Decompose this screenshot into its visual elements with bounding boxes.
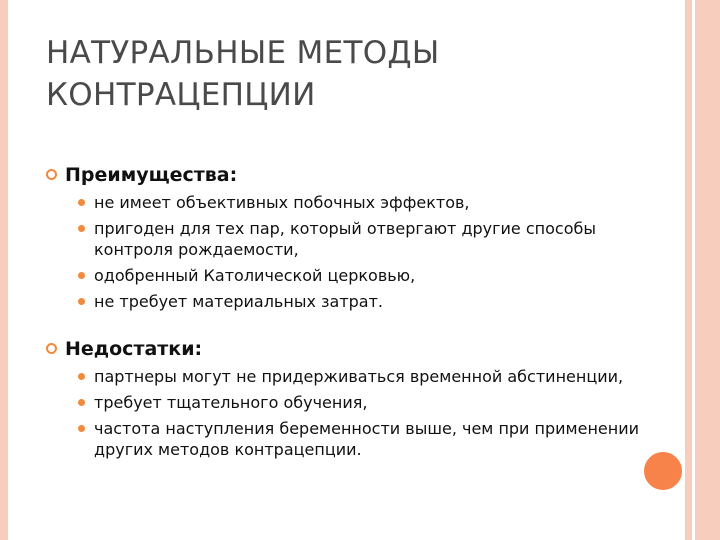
list-item-text: партнеры могут не придерживаться временной абстиненции, bbox=[94, 367, 624, 386]
list-item-text: частота наступления беременности выше, чем при применении других методов контрацепции. bbox=[94, 419, 640, 459]
right-border-inner-line bbox=[692, 0, 695, 540]
ring-bullet-icon bbox=[46, 169, 57, 180]
advantages-list bbox=[46, 192, 646, 312]
list-item-text: не имеет объективных побочных эффектов, bbox=[94, 193, 470, 212]
list-item bbox=[76, 418, 646, 460]
list-item bbox=[76, 291, 646, 312]
list-item bbox=[76, 192, 646, 213]
left-border-stripe bbox=[0, 0, 8, 540]
dot-bullet-icon bbox=[78, 225, 85, 232]
dot-bullet-icon bbox=[78, 399, 85, 406]
dot-bullet-icon bbox=[78, 199, 85, 206]
slide-content bbox=[46, 162, 646, 484]
orange-circle bbox=[641, 449, 685, 493]
dot-bullet-icon bbox=[78, 425, 85, 432]
list-item bbox=[76, 366, 646, 387]
list-item-text: не требует материальных затрат. bbox=[94, 292, 383, 311]
dot-bullet-icon bbox=[78, 298, 85, 305]
advantages-header bbox=[46, 162, 646, 188]
advantages-section bbox=[46, 162, 646, 312]
dot-bullet-icon bbox=[78, 272, 85, 279]
ring-bullet-icon bbox=[46, 343, 57, 354]
disadvantages-list bbox=[46, 366, 646, 460]
right-border-stripe bbox=[685, 0, 720, 540]
dot-bullet-icon bbox=[78, 373, 85, 380]
advantages-header-text: Преимущества: bbox=[65, 164, 238, 186]
list-item bbox=[76, 392, 646, 413]
disadvantages-header-text: Недостатки: bbox=[65, 338, 203, 360]
disadvantages-header bbox=[46, 336, 646, 362]
disadvantages-section bbox=[46, 336, 646, 460]
list-item bbox=[76, 218, 646, 260]
list-item bbox=[76, 265, 646, 286]
list-item-text: пригоден для тех пар, который отвергают другие способы контроля рождаемости, bbox=[94, 219, 596, 259]
list-item-text: одобренный Католической церковью, bbox=[94, 266, 416, 285]
list-item-text: требует тщательного обучения, bbox=[94, 393, 368, 412]
slide-title: НАТУРАЛЬНЫЕ МЕТОДЫ КОНТРАЦЕПЦИИ bbox=[46, 35, 440, 113]
